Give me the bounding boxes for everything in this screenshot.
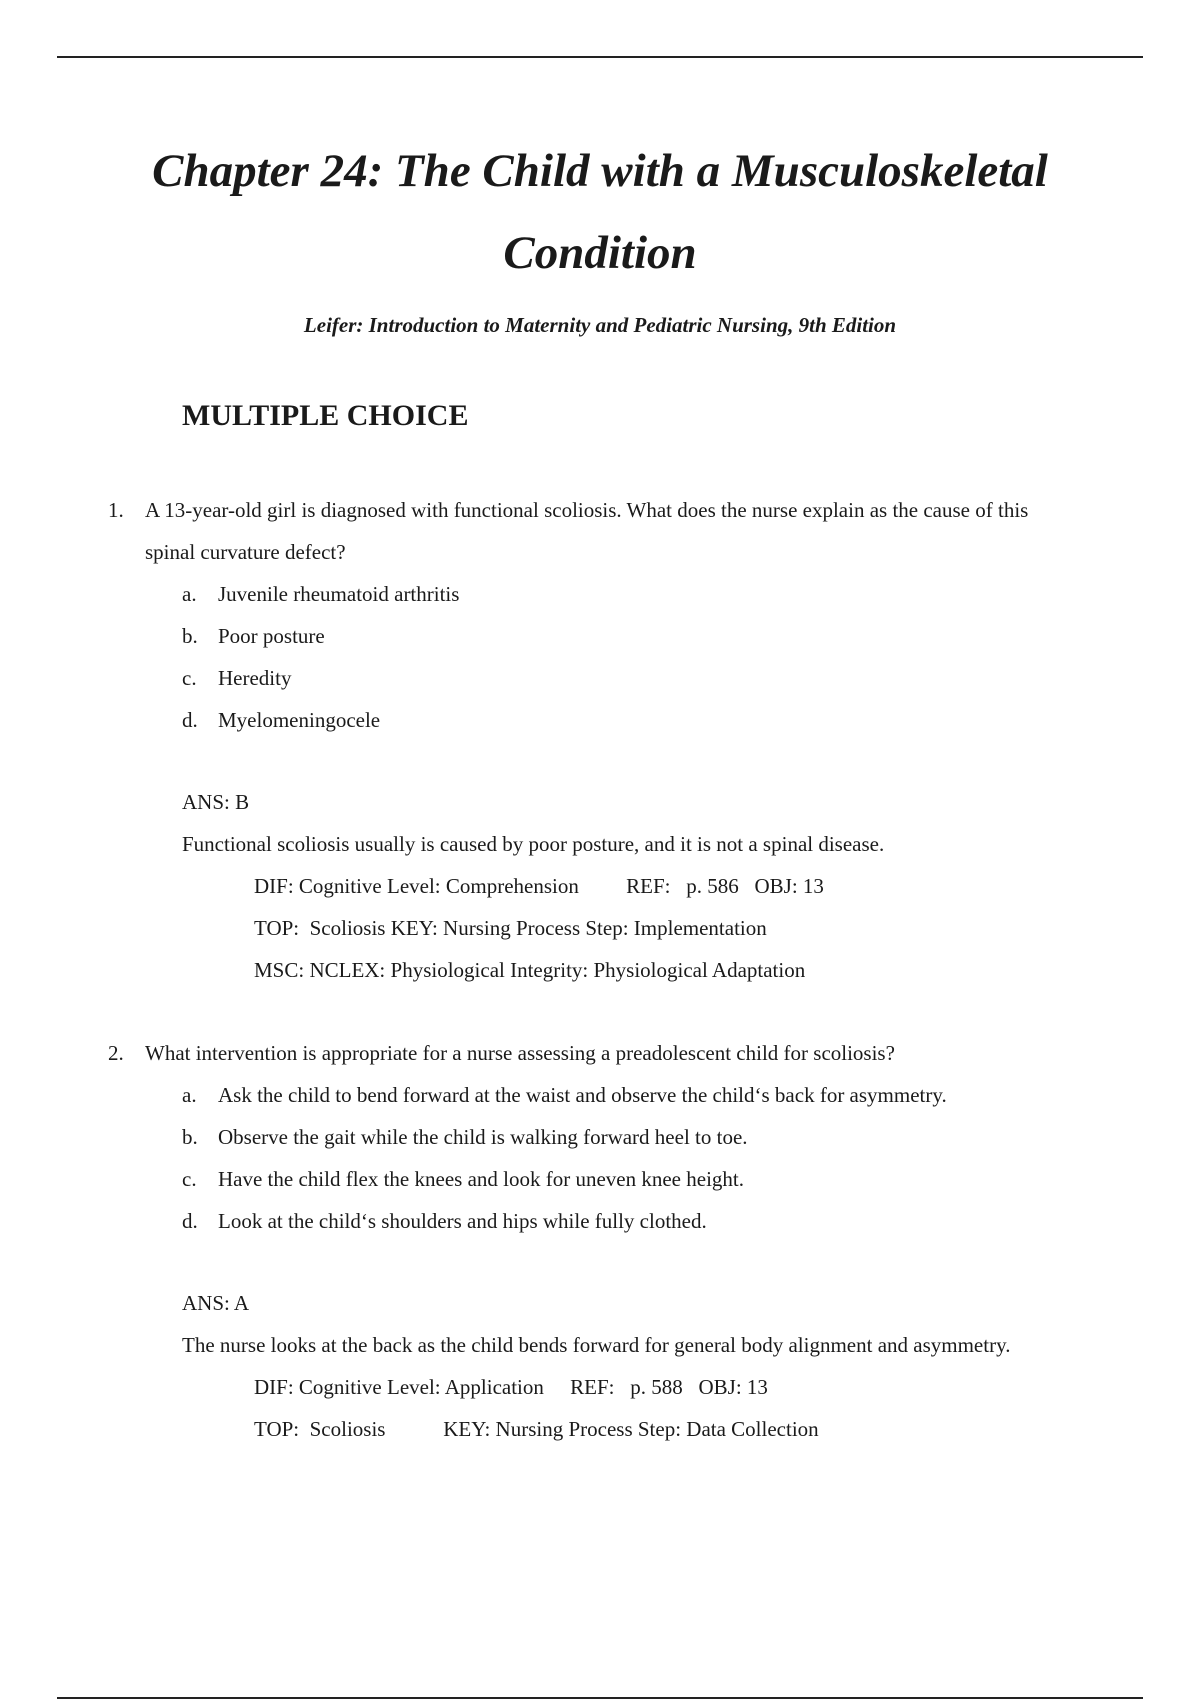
question-2 (0, 1032, 1200, 1450)
answer-options (0, 573, 1200, 741)
page-title: Chapter 24: The Child with a Musculoskeletal Condition (152, 145, 1048, 279)
option-b (0, 1116, 1200, 1158)
book-subtitle: Leifer: Introduction to Maternity and Pediatric Nursing, 9th Edition (303, 313, 897, 337)
option-letter: d. (182, 1209, 198, 1233)
option-text: Ask the child to bend forward at the waist and observe the child‘s back for asymmetry. (218, 1083, 947, 1107)
option-a (0, 1074, 1200, 1116)
meta-category: MSC: NCLEX: Physiological Integrity: Physiological Adaptation (254, 958, 806, 982)
option-b (0, 615, 1200, 657)
option-d (0, 1200, 1200, 1242)
option-text: Juvenile rheumatoid arthritis (218, 582, 460, 606)
answer-options (0, 1074, 1200, 1242)
question-stem (0, 489, 1065, 573)
question-1 (0, 489, 1200, 991)
answer-rationale: The nurse looks at the back as the child bends forward for general body alignment and asymmetry. (182, 1333, 1011, 1357)
top-divider (57, 56, 1143, 58)
meta-difficulty: DIF: Cognitive Level: Comprehension REF: p. 586 OBJ: 13 (254, 874, 824, 898)
option-d (0, 699, 1200, 741)
option-c (0, 657, 1200, 699)
option-letter: b. (182, 624, 198, 648)
option-letter: c. (182, 666, 197, 690)
option-letter: a. (182, 1083, 197, 1107)
option-text: Have the child flex the knees and look for uneven knee height. (218, 1167, 744, 1191)
option-letter: a. (182, 582, 197, 606)
question-number: 2. (108, 1041, 124, 1065)
option-text: Poor posture (218, 624, 325, 648)
answer-key: ANS: A (182, 1291, 250, 1315)
bottom-divider (57, 1697, 1143, 1699)
meta-topic: TOP: Scoliosis KEY: Nursing Process Step: Implementation (254, 916, 767, 940)
option-letter: d. (182, 708, 198, 732)
option-text: Observe the gait while the child is walking forward heel to toe. (218, 1125, 748, 1149)
section-heading: MULTIPLE CHOICE (182, 399, 469, 432)
option-text: Look at the child‘s shoulders and hips while fully clothed. (218, 1209, 707, 1233)
option-letter: c. (182, 1167, 197, 1191)
question-number: 1. (108, 498, 124, 522)
question-stem (0, 1032, 1065, 1074)
question-text: What intervention is appropriate for a nurse assessing a preadolescent child for scoliosis? (145, 1041, 895, 1065)
option-text: Heredity (218, 666, 292, 690)
option-letter: b. (182, 1125, 198, 1149)
answer-block (0, 1282, 1200, 1450)
answer-key: ANS: B (182, 790, 250, 814)
option-c (0, 1158, 1200, 1200)
answer-rationale: Functional scoliosis usually is caused by poor posture, and it is not a spinal disease. (182, 832, 885, 856)
answer-block (0, 781, 1200, 991)
question-text: A 13-year-old girl is diagnosed with functional scoliosis. What does the nurse explain as the cause of this spinal curvature defect? (145, 498, 1029, 564)
meta-difficulty: DIF: Cognitive Level: Application REF: p. 588 OBJ: 13 (254, 1375, 768, 1399)
option-text: Myelomeningocele (218, 708, 381, 732)
option-a (0, 573, 1200, 615)
meta-topic: TOP: Scoliosis KEY: Nursing Process Step: Data Collection (254, 1417, 819, 1441)
